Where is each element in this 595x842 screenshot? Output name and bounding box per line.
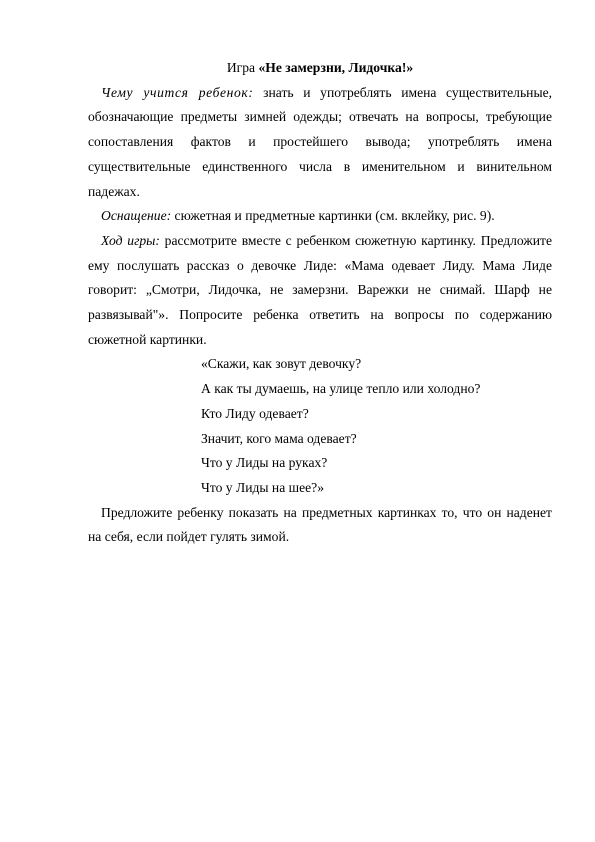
question-item: Кто Лиду одевает? — [201, 405, 309, 421]
title-name: «Не замерзни, Лидочка!» — [258, 60, 414, 75]
learning-label: Чему учится ребенок: — [101, 84, 254, 100]
question-item: Что у Лиды на шее?» — [201, 479, 325, 495]
document-page — [88, 56, 552, 550]
game-course-text: рассмотрите вместе с ребенком сюжетную картинку. Предложите ему послушать рассказ о девочке Лиде: «Мама одевает Лиду. Мама Лиде говорит: „Смотри, Лидочка, не замерзни. Варежки не снимай. Шарф не развязывай"». Попросите ребенка ответить на вопросы по содержанию сюжетной картинки. — [88, 232, 552, 347]
game-title — [88, 56, 552, 81]
paragraph-equipment — [88, 204, 552, 229]
equipment-label: Оснащение: — [101, 208, 172, 224]
paragraph-final: Предложите ребенку показать на предметных картинках то, что он наденет на себя, если пойдет гулять зимой. — [88, 504, 552, 545]
question-item: Значит, кого мама одевает? — [201, 430, 357, 446]
question-item: Что у Лиды на руках? — [201, 455, 328, 471]
question-list — [88, 352, 552, 500]
title-prefix: Игра — [226, 60, 259, 75]
learning-text: знать и употреблять имена существительные, обозначающие предметы зимней одежды; отвечать на вопросы, требующие сопоставления фактов и простейшего вывода; употреблять имена существительные единственного числа в именительном и винительном падежах. — [88, 84, 553, 199]
equipment-text: сюжетная и предметные картинки (см. вклейку, рис. 9). — [171, 208, 495, 224]
game-course-label: Ход игры: — [101, 232, 160, 248]
paragraph-learning — [88, 81, 552, 205]
paragraph-game-course — [88, 229, 552, 353]
question-item: «Скажи, как зовут девочку? — [201, 356, 362, 372]
question-item: А как ты думаешь, на улице тепло или холодно? — [201, 381, 481, 397]
